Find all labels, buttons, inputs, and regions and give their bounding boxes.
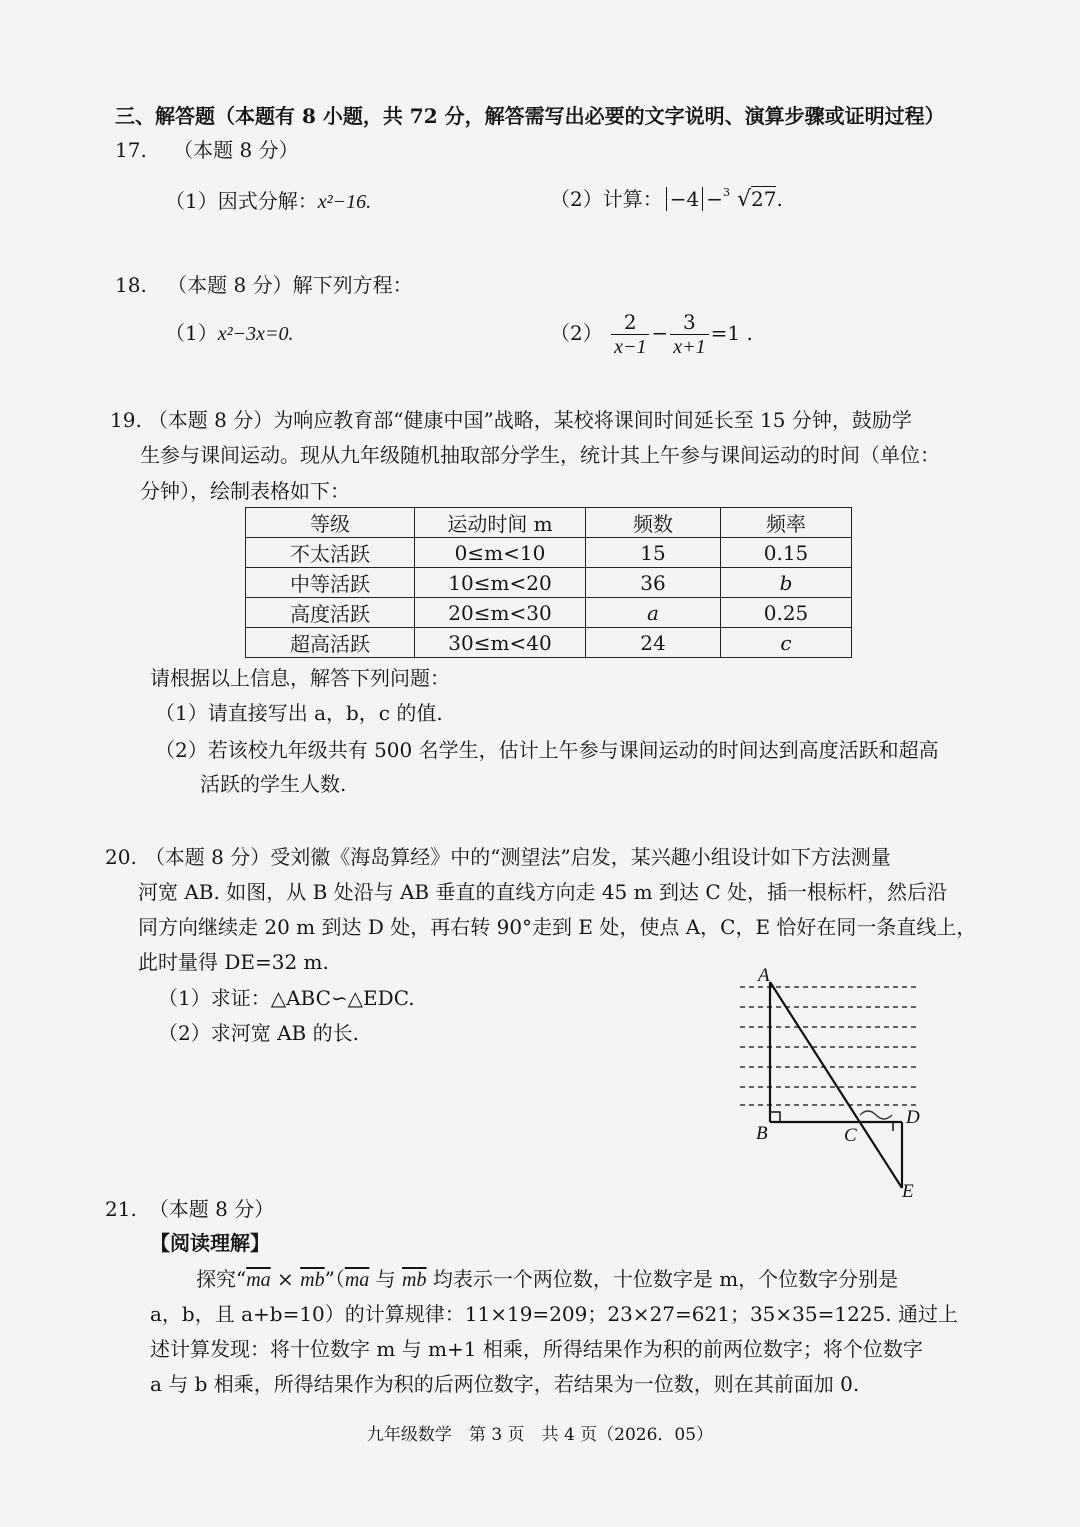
table-cell: 15 [586, 538, 721, 568]
table-cell: 20≤m<30 [415, 598, 586, 628]
table-row [246, 628, 852, 658]
q19-part2-line2: 活跃的学生人数. [200, 772, 347, 796]
table-cell: 36 [586, 568, 721, 598]
q21-title [105, 1196, 274, 1222]
label-a: A [758, 965, 770, 986]
q17-header: （本题 8 分） [173, 138, 299, 162]
table-cell: 0.25 [721, 598, 852, 628]
q20-text-1: （本题 8 分）受刘徽《海岛算经》中的“测望法”启发，某兴趣小组设计如下方法测量 [144, 845, 891, 869]
q20-line3: 同方向继续走 20 m 到达 D 处，再右转 90°走到 E 处，使点 A，C，E 恰好在同一条直线上， [138, 915, 977, 939]
q20-line2: 河宽 AB. 如图，从 B 处沿与 AB 垂直的直线方向走 45 m 到达 C 处，插一根标杆，然后沿 [138, 880, 947, 904]
table-header-row [246, 508, 852, 538]
label-d: D [906, 1107, 920, 1128]
table-row [246, 598, 852, 628]
table-header-cell: 运动时间 m [415, 508, 586, 538]
table-cell: c [721, 628, 852, 658]
q19-part1: （1）请直接写出 a，b，c 的值. [155, 701, 443, 725]
q21-reading-heading: 【阅读理解】 [150, 1231, 270, 1255]
q21-line4: a 与 b 相乘，所得结果作为积的后两位数字，若结果为一位数，则在其前面加 0. [150, 1372, 860, 1396]
q18-rhs: =1 . [710, 321, 753, 345]
triangle-lines [770, 982, 902, 1188]
q21-mb-2: $\overline{mb}$ [402, 1269, 427, 1291]
q17-part2 [550, 186, 783, 213]
table-cell: 高度活跃 [246, 598, 415, 628]
q17-part1 [165, 188, 371, 215]
river-measurement-diagram [730, 965, 930, 1200]
q20-number: 20. [105, 845, 137, 869]
q21-ma-2: $\overline{ma}$ [344, 1269, 370, 1291]
q17-cube-root [723, 186, 776, 213]
q21-number: 21. [105, 1197, 137, 1221]
q20-part2: （2）求河宽 AB 的长. [158, 1021, 359, 1045]
q19-text-1: （本题 8 分）为响应教育部“健康中国”战略，某校将课间时间延长至 15 分钟，鼓励学 [147, 408, 912, 432]
table-cell: 30≤m<40 [415, 628, 586, 658]
table-cell: a [586, 598, 721, 628]
q18-number: 18. [115, 273, 147, 297]
q18-f2-denominator: x+1 [673, 336, 706, 358]
q19-part2-line1: （2）若该校九年级共有 500 名学生，估计上午参与课间运动的时间达到高度活跃和超高 [155, 738, 939, 762]
q18-part1-label: （1） [165, 321, 218, 345]
page-footer: 九年级数学 第 3 页 共 4 页（2026．05） [366, 1425, 714, 1445]
q21-times: × [270, 1267, 301, 1291]
q21-mb: $\overline{mb}$ [300, 1269, 325, 1291]
q21-text-c: 与 [369, 1267, 403, 1291]
q18-title [115, 272, 413, 298]
q17-end: . [776, 187, 783, 211]
q20-line4: 此时量得 DE=32 m. [138, 950, 329, 974]
q17-number: 17. [115, 138, 147, 162]
q21-ma: $\overline{ma}$ [246, 1269, 271, 1291]
q18-f1-numerator: 2 [611, 310, 649, 335]
q18-f1-denominator: x−1 [614, 336, 647, 358]
q21-text-b: ”（ [324, 1267, 345, 1291]
q21-text-a: 探究“ [196, 1267, 247, 1291]
q19-frequency-table [245, 507, 852, 658]
q18-part2-label: （2） [550, 321, 603, 345]
section-heading: 三、解答题（本题有 8 小题，共 72 分，解答需写出必要的文字说明、演算步骤或证明过程） [115, 104, 945, 128]
river-dashed-lines [740, 987, 920, 1105]
table-cell: 不太活跃 [246, 538, 415, 568]
q18-part1-expr: x²−3x=0. [217, 323, 294, 345]
q19-after-table: 请根据以上信息，解答下列问题： [150, 666, 450, 690]
label-e: E [902, 1181, 914, 1200]
q21-line1 [196, 1266, 898, 1293]
table-header-cell: 频率 [721, 508, 852, 538]
q17-abs-value: −4 [666, 187, 703, 211]
q17-radicand: 27 [751, 187, 777, 211]
table-cell: 0.15 [721, 538, 852, 568]
q18-minus: − [651, 321, 669, 345]
label-b: B [756, 1123, 768, 1144]
q19-line2: 生参与课间运动。现从九年级随机抽取部分学生，统计其上午参与课间运动的时间（单位： [140, 443, 940, 467]
q18-fraction-1 [611, 310, 649, 359]
q19-line3: 分钟），绘制表格如下： [140, 479, 350, 503]
q20-line1 [105, 844, 891, 870]
q17-minus: − [706, 187, 723, 211]
q18-header: （本题 8 分）解下列方程： [167, 273, 413, 297]
q18-fraction-2 [670, 310, 708, 359]
q21-header: （本题 8 分） [148, 1197, 275, 1221]
q21-line3: 述计算发现：将十位数字 m 与 m+1 相乘，所得结果作为积的前两位数字；将个位数字 [150, 1337, 923, 1361]
bank-wave-mark [860, 1111, 892, 1119]
table-header-cell: 频数 [586, 508, 721, 538]
q17-title [115, 137, 299, 163]
q18-f2-numerator: 3 [670, 310, 708, 335]
table-cell: 超高活跃 [246, 628, 415, 658]
q18-part2 [550, 307, 753, 359]
table-row [246, 538, 852, 568]
q21-text-d: 均表示一个两位数，十位数字是 m，个位数字分别是 [426, 1267, 899, 1291]
q19-number: 19. [110, 408, 142, 432]
label-c: C [844, 1125, 857, 1146]
table-cell: 24 [586, 628, 721, 658]
q21-line2: a，b，且 a+b=10）的计算规律：11×19=209；23×27=621；35×35=1225. 通过上 [150, 1302, 958, 1326]
q19-line1 [110, 407, 912, 433]
radical-icon: √ [736, 187, 752, 212]
table-row [246, 568, 852, 598]
q18-part1 [165, 320, 293, 347]
table-cell: 0≤m<10 [415, 538, 586, 568]
q17-part1-label: （1）因式分解： [165, 189, 318, 213]
q20-part1: （1）求证：△ABC∽△EDC. [158, 986, 415, 1010]
q17-part2-label: （2）计算： [550, 187, 663, 211]
table-cell: b [721, 568, 852, 598]
q17-part1-expr: x²−16. [317, 191, 372, 213]
table-header-cell: 等级 [246, 508, 415, 538]
q17-root-index: 3 [722, 186, 730, 199]
table-cell: 10≤m<20 [415, 568, 586, 598]
table-cell: 中等活跃 [246, 568, 415, 598]
